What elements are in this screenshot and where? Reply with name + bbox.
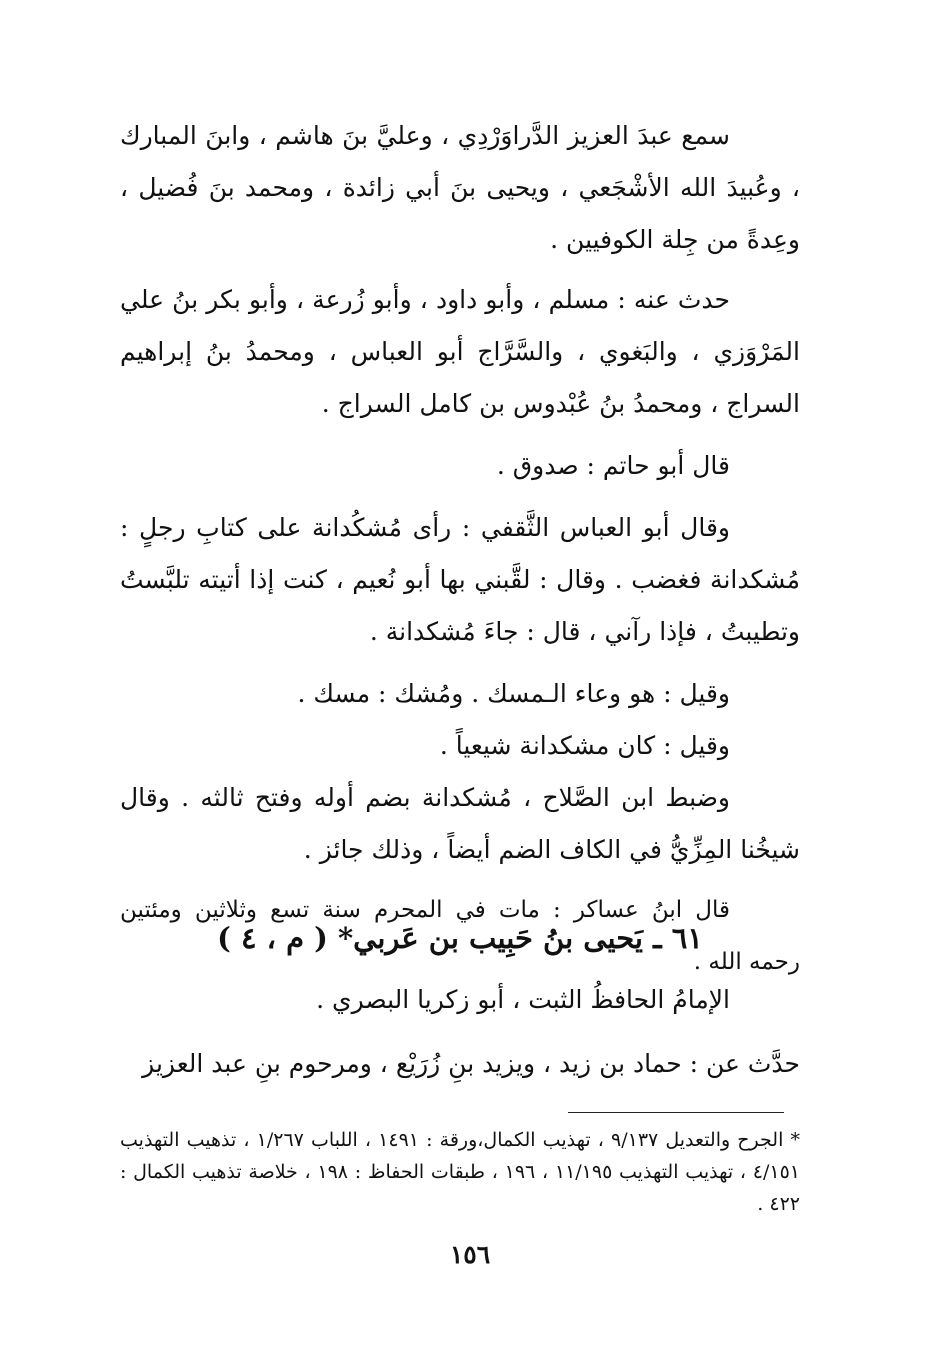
entry-body xyxy=(120,974,800,1090)
footnote-divider xyxy=(568,1112,784,1113)
footnote: * الجرح والتعديل ٩/١٣٧ ، تهذيب الكمال،ورقة : ١٤٩١ ، اللباب ١/٢٦٧ ، تذهيب التهذيب ٤/١٥١ ، تهذيب التهذيب ١١/١٩٥ ، ١٩٦ ، طبقات الحفاظ : ١٩٨ ، خلاصة تذهيب الكمال : ٤٢٢ . xyxy=(120,1129,801,1215)
paragraph-qila-1: وقيل : هو وعاء الـمسك . ومُشك : مسك . xyxy=(297,679,730,708)
entry-paragraph-teachers: حدَّث عن : حماد بن زيد ، ويزيد بنِ زُرَيْع ، ومرحوم بنِ عبد العزيز xyxy=(142,1049,800,1078)
entry-paragraph-title: الإمامُ الحافظُ الثبت ، أبو زكريا البصري . xyxy=(316,985,730,1014)
entry-heading: ٦١ ـ يَحيى بنُ حَبِيب بن عَربي* ( م ، ٤ ) xyxy=(217,921,703,955)
paragraph-thaqafi: وقال أبو العباس الثَّقفي : رأى مُشكُدانة على كتابِ رجلٍ : مُشكدانة فغضب . وقال : لقَّبني بها أبو نُعيم ، كنت إذا أتيته تلبَّستُ وتطيبتُ ، فإذا رآني ، قال : جاءَ مُشكدانة . xyxy=(120,513,800,646)
paragraph-qila-2: وقيل : كان مشكدانة شيعياً . xyxy=(439,731,730,760)
page-number: ١٥٦ xyxy=(449,1240,491,1269)
paragraph-ibn-salah: وضبط ابن الصَّلاح ، مُشكدانة بضم أوله وفتح ثالثه . وقال شيخُنا المِزِّيُّ في الكاف الضم أيضاً ، وذلك جائز . xyxy=(120,783,800,864)
paragraph-ibn-asakir: قال ابنُ عساكر : مات في المحرم سنة تسع وثلاثين ومئتين رحمه الله . xyxy=(120,897,800,975)
paragraph-students: حدث عنه : مسلم ، وأبو داود ، وأبو زُرعة ، وأبو بكر بنُ علي المَرْوَزي ، والبَغوي ، والسَّرَّاج أبو العباس ، ومحمدُ بنُ إبراهيم السراج ، ومحمدُ بنُ عُبْدوس بن كامل السراج . xyxy=(120,285,800,418)
biography-body xyxy=(120,110,800,988)
paragraph-abu-hatim: قال أبو حاتم : صدوق . xyxy=(496,451,730,480)
paragraph-teachers: سمع عبدَ العزيز الدَّراوَرْدِي ، وعليَّ بنَ هاشم ، وابنَ المبارك ، وعُبيدَ الله الأشْجَعي ، ويحيى بنَ أبي زائدة ، ومحمد بنَ فُضيل ، وعِدةً من جِلة الكوفيين . xyxy=(120,121,800,254)
